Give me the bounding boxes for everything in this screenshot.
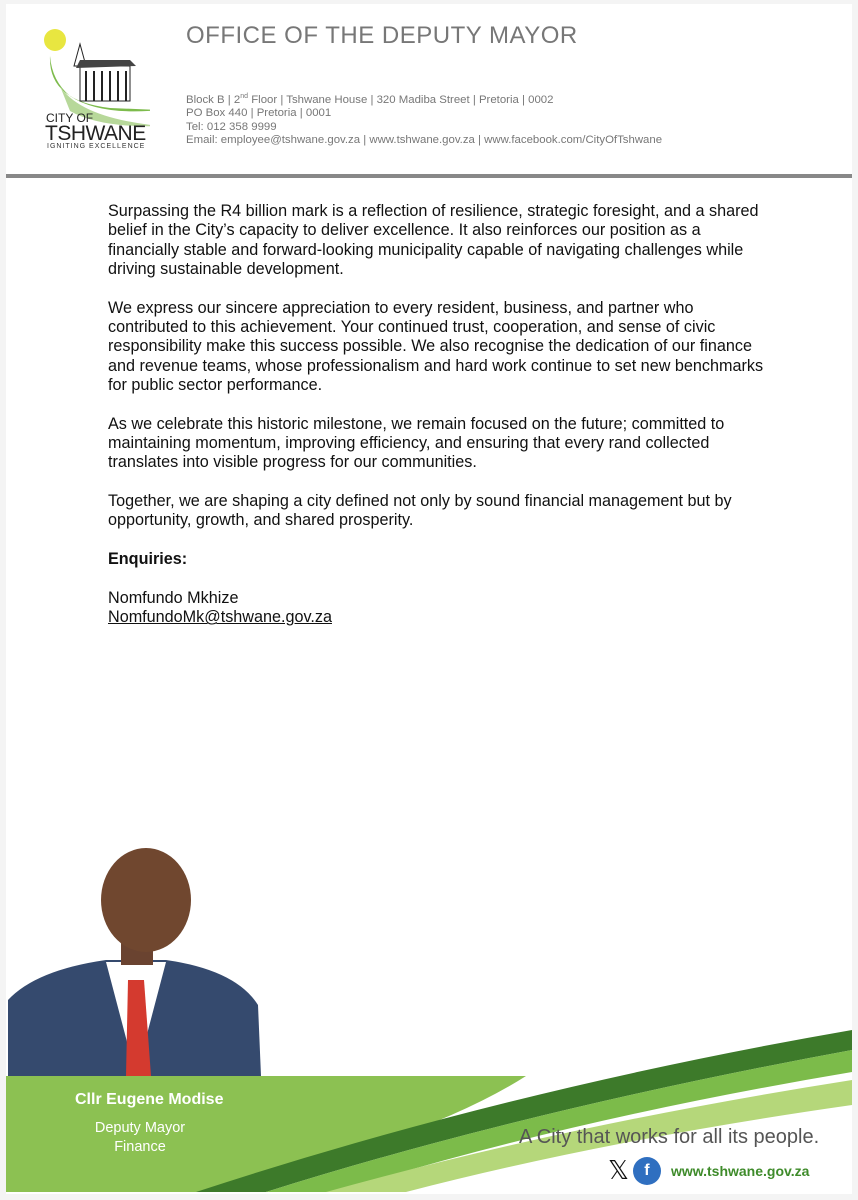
social-links (608, 1156, 809, 1186)
portrait-photo (8, 848, 261, 1076)
councillor-name: Cllr Eugene Modise (75, 1091, 224, 1108)
street-address (186, 90, 662, 107)
website-link[interactable]: www.tshwane.gov.za (670, 1163, 810, 1179)
address-sup: nd (240, 93, 249, 100)
city-slogan: A City that works for all its people. (519, 1126, 820, 1148)
contact-email-link[interactable]: NomfundoMk@tshwane.gov.za (108, 608, 332, 627)
paragraph: We express our sincere appreciation to every resident, business, and partner who contributed to this achievement. Your continued trust, cooperation, and sense of civic responsibility make this success possible. We also recognise the dedication of our finance and revenue teams, whose professionalism and hard work continue to set new benchmarks for public sector performance. (108, 298, 764, 394)
office-title: OFFICE OF THE DEPUTY MAYOR (186, 22, 578, 49)
role-portfolio: Finance (114, 1139, 166, 1155)
logo-tshwane: TSHWANE (45, 122, 146, 145)
enquiries-label: Enquiries: (108, 550, 188, 569)
role-title: Deputy Mayor (94, 1120, 186, 1136)
header-divider (6, 174, 852, 178)
telephone: Tel: 012 358 9999 (186, 120, 277, 133)
paragraph: As we celebrate this historic milestone, we remain focused on the future; committed to maintaining momentum, improving efficiency, and ensuring that every rand collected translates into visible progress for our communities. (108, 414, 725, 472)
logo-tagline: IGNITING EXCELLENCE (47, 143, 146, 150)
contact-name: Nomfundo Mkhize (108, 588, 239, 607)
letter-body (108, 202, 768, 628)
address-part: Floor | Tshwane House | 320 Madiba Street | Pretoria | 0002 (248, 93, 554, 106)
facebook-icon[interactable]: f (633, 1157, 661, 1185)
email-line: Email: employee@tshwane.gov.za | www.tshwane.gov.za | www.facebook.com/CityOfTshwane (186, 134, 663, 147)
x-icon[interactable]: 𝕏 (608, 1156, 629, 1186)
councillor-role (90, 1119, 190, 1157)
paragraph: Together, we are shaping a city defined not only by sound financial management but by opportunity, growth, and shared prosperity. (108, 492, 732, 530)
paragraph: Surpassing the R4 billion mark is a reflection of resilience, strategic foresight, and a shared belief in the City’s capacity to deliver excellence. It also reinforces our position as a financially stable and forward-looking municipality capable of navigating challenges while driving sustainable development. (108, 202, 759, 278)
logo-city-of: CITY OF (46, 111, 94, 125)
address-part: Block B | 2 (186, 93, 241, 106)
po-box: PO Box 440 | Pretoria | 0001 (186, 107, 332, 120)
address-block (186, 90, 662, 148)
